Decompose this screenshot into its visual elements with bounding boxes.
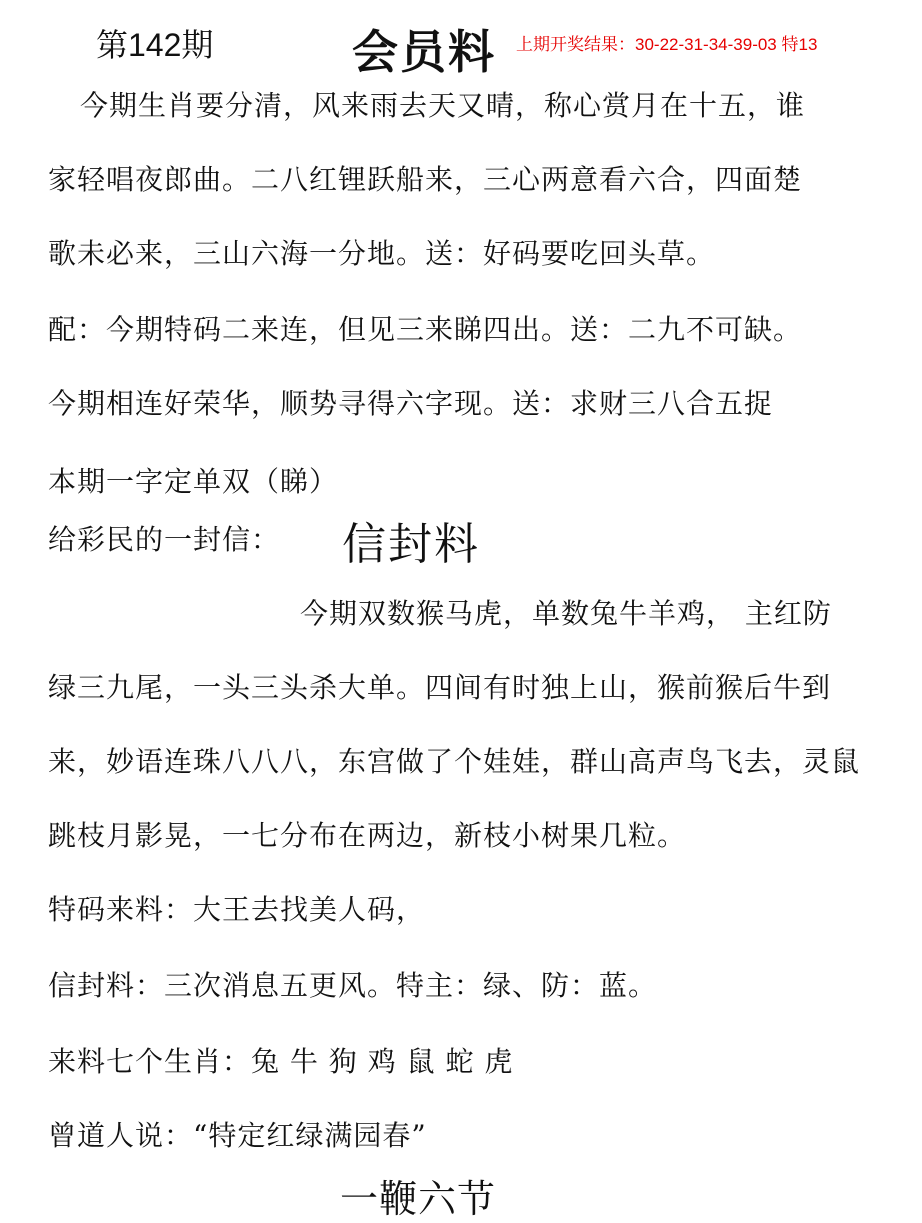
- letter-line-2: 绿三九尾，一头三头杀大单。四间有时独上山，猴前猴后牛到: [48, 671, 832, 704]
- envelope-line: 信封料：三次消息五更风。特主：绿、防：蓝。: [48, 969, 658, 1002]
- last-result-text: 上期开奖结果：30-22-31-34-39-03 特13: [516, 35, 818, 54]
- letter-line-1: 今期双数猴马虎，单数兔牛羊鸡， 主红防: [300, 597, 832, 630]
- issue-number: 第142期: [96, 27, 214, 63]
- special-code-line: 特码来料：大王去找美人码，: [48, 893, 426, 926]
- letter-line-4: 跳枝月影晃，一七分布在两边，新枝小树果几粒。: [48, 819, 687, 852]
- footer-title: 一鞭六节: [340, 1177, 497, 1221]
- connect-line: 今期相连好荣华，顺势寻得六字现。送：求财三八合五捉: [48, 387, 774, 420]
- poem-line-3: 歌未必来，三山六海一分地。送：好码要吃回头草。: [48, 237, 716, 270]
- saying-line: 曾道人说：“特定红绿满园春”: [48, 1119, 427, 1152]
- letter-label: 给彩民的一封信：: [48, 523, 281, 556]
- pairing-line: 配：今期特码二来连，但见三来睇四出。送：二九不可缺。: [48, 313, 803, 346]
- poem-line-2: 家轻唱夜郎曲。二八红锂跃船来，三心两意看六合，四面楚: [48, 163, 803, 196]
- odd-even-line: 本期一字定单双（睇）: [48, 465, 339, 498]
- poem-line-1: 今期生肖要分清，风来雨去天又晴，称心赏月在十五，谁: [80, 89, 806, 122]
- zodiac-line: 来料七个生肖：兔 牛 狗 鸡 鼠 蛇 虎: [48, 1045, 514, 1078]
- envelope-title: 信封料: [342, 519, 480, 570]
- page-title: 会员料: [352, 25, 496, 79]
- letter-line-3: 来，妙语连珠八八八，东宫做了个娃娃，群山高声鸟飞去，灵鼠: [48, 745, 861, 778]
